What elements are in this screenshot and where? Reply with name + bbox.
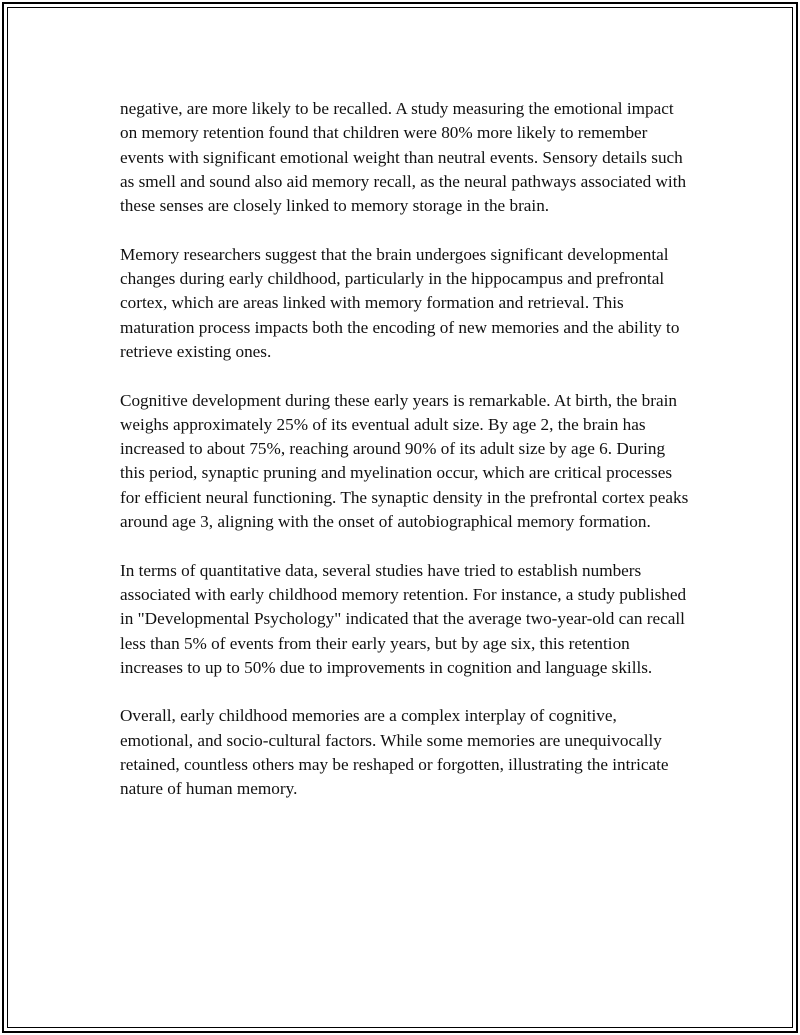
paragraph-1: negative, are more likely to be recalled. A study measuring the emotional impact on memory retention found that children were 80% more likely to remember events with significant emotional weight than neutral events. Sensory details such as smell and sound also aid memory recall, as the neural pathways associated with these senses are closely linked to memory storage in the brain. [120,99,687,216]
paragraph-4: In terms of quantitative data, several studies have tried to establish numbers associated with early childhood memory retention. For instance, a study published in "Developmental Psychology" indicated that the average two-year-old can recall less than 5% of events from their early years, but by age six, this retention increases to up to 50% due to improvements in cognition and language skills. [120,560,687,677]
page-frame [2,2,798,1033]
document-body [120,97,694,826]
paragraph-3: Cognitive development during these early years is remarkable. At birth, the brain weighs approximately 25% of its eventual adult size. By age 2, the brain has increased to about 75%, reaching around 90% of its adult size by age 6. During this period, synaptic pruning and myelination occur, which are critical processes for efficient neural functioning. The synaptic density in the prefrontal cortex peaks around age 3, aligning with the onset of autobiographical memory formation. [120,390,689,532]
paragraph-5: Overall, early childhood memories are a complex interplay of cognitive, emotional, and socio-cultural factors. While some memories are unequivocally retained, countless others may be reshaped or forgotten, illustrating the intricate nature of human memory. [120,706,669,799]
paragraph-2: Memory researchers suggest that the brain undergoes significant developmental changes during early childhood, particularly in the hippocampus and prefrontal cortex, which are areas linked with memory formation and retrieval. This maturation process impacts both the encoding of new memories and the ability to retrieve existing ones. [120,244,680,361]
